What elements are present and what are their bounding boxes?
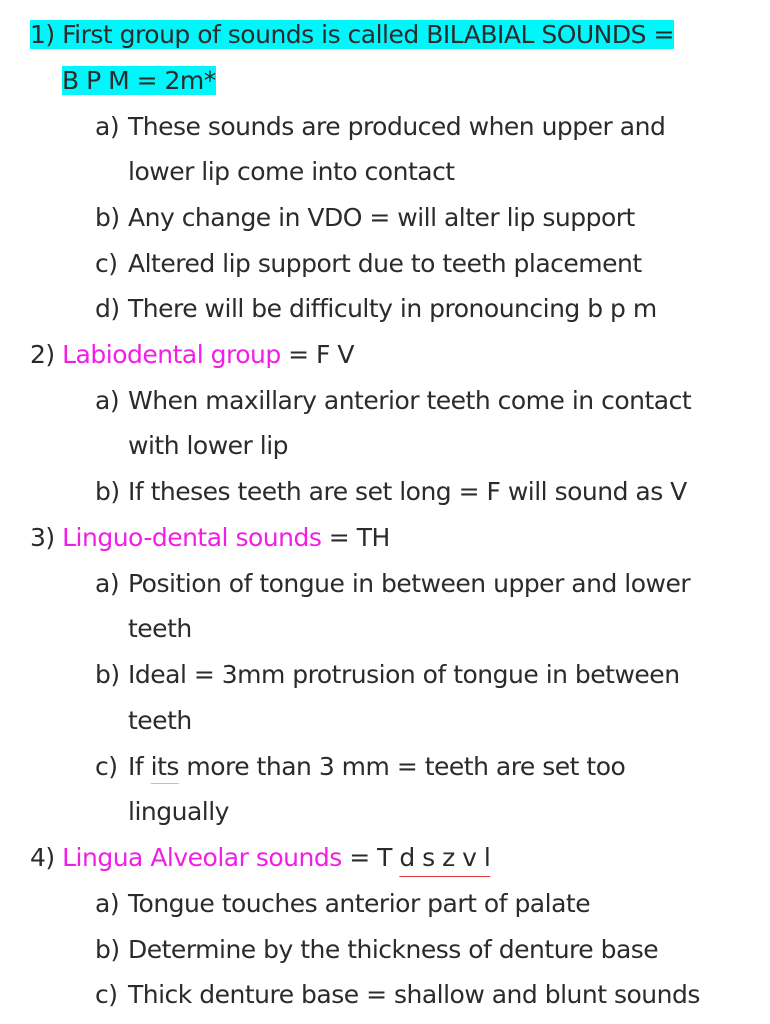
item-text: These sounds are produced when upper and (128, 112, 666, 141)
item-text: Altered lip support due to teeth placement (128, 249, 642, 278)
section-1-item-a (95, 107, 665, 147)
section-4-number: 4) (30, 843, 55, 872)
section-2-title: Labiodental group (62, 340, 281, 369)
item-text-line2: teeth (128, 706, 192, 735)
item-label: b) (95, 203, 120, 232)
section-2-item-a (95, 381, 691, 421)
section-3-item-c-continued (128, 792, 229, 832)
item-text: Thick denture base = shallow and blunt sounds (128, 980, 700, 1009)
item-text-line2: lower lip come into contact (128, 157, 455, 186)
section-4-item-c (95, 975, 700, 1015)
section-1-heading-continued (62, 61, 216, 101)
item-label: a) (95, 569, 120, 598)
section-1-title-line2: B P M = 2m* (62, 66, 216, 95)
spellcheck-underlined-word: its (150, 752, 179, 781)
section-1-item-a-continued (128, 152, 455, 192)
section-3-item-b-continued (128, 701, 192, 741)
section-1-title: First group of sounds is called BILABIAL SOUNDS = (62, 20, 674, 49)
section-3-item-a (95, 564, 690, 604)
section-4-title: Lingua Alveolar sounds (62, 843, 342, 872)
item-text: If theses teeth are set long = F will sound as V (128, 477, 687, 506)
section-1-heading (30, 15, 674, 55)
item-label: a) (95, 889, 120, 918)
item-text-line2: lingually (128, 797, 229, 826)
item-label: b) (95, 935, 120, 964)
section-3-item-b (95, 655, 680, 695)
item-text-line2: teeth (128, 614, 192, 643)
item-text-pre: If (128, 752, 151, 781)
section-3-sounds: = TH (321, 523, 390, 552)
item-label: b) (95, 477, 120, 506)
item-label: a) (95, 386, 120, 415)
section-4-item-b (95, 930, 658, 970)
item-label: d) (95, 294, 120, 323)
item-text: Ideal = 3mm protrusion of tongue in between (128, 660, 680, 689)
item-text: When maxillary anterior teeth come in contact (128, 386, 692, 415)
item-text: Determine by the thickness of denture base (128, 935, 659, 964)
section-1-highlight (30, 20, 674, 49)
section-3-item-c (95, 747, 625, 787)
section-4-heading (30, 838, 490, 878)
section-4-sounds-pre: = T (341, 843, 400, 872)
item-label: c) (95, 752, 118, 781)
section-1-item-b (95, 198, 635, 238)
section-1-item-d (95, 289, 657, 329)
item-text: Any change in VDO = will alter lip support (128, 203, 635, 232)
section-3-heading (30, 518, 390, 558)
section-2-item-a-continued (128, 426, 288, 466)
section-2-number: 2) (30, 340, 55, 369)
section-3-title: Linguo-dental sounds (62, 523, 322, 552)
section-2-item-b (95, 472, 687, 512)
item-label: c) (95, 980, 118, 1009)
spellcheck-underlined-sounds: d s z v l (399, 843, 491, 872)
section-3-number: 3) (30, 523, 55, 552)
item-label: a) (95, 112, 120, 141)
item-text: Tongue touches anterior part of palate (128, 889, 591, 918)
item-text-line2: with lower lip (128, 431, 289, 460)
section-2-sounds: = F V (280, 340, 354, 369)
item-label: b) (95, 660, 120, 689)
item-text: There will be difficulty in pronouncing b p m (128, 294, 657, 323)
item-text: Position of tongue in between upper and lower (128, 569, 691, 598)
item-text-post: more than 3 mm = teeth are set too (178, 752, 626, 781)
section-4-item-a (95, 884, 590, 924)
section-1-item-c (95, 244, 642, 284)
section-3-item-a-continued (128, 609, 192, 649)
section-2-heading (30, 335, 354, 375)
item-label: c) (95, 249, 118, 278)
section-1-number: 1) (30, 20, 55, 49)
